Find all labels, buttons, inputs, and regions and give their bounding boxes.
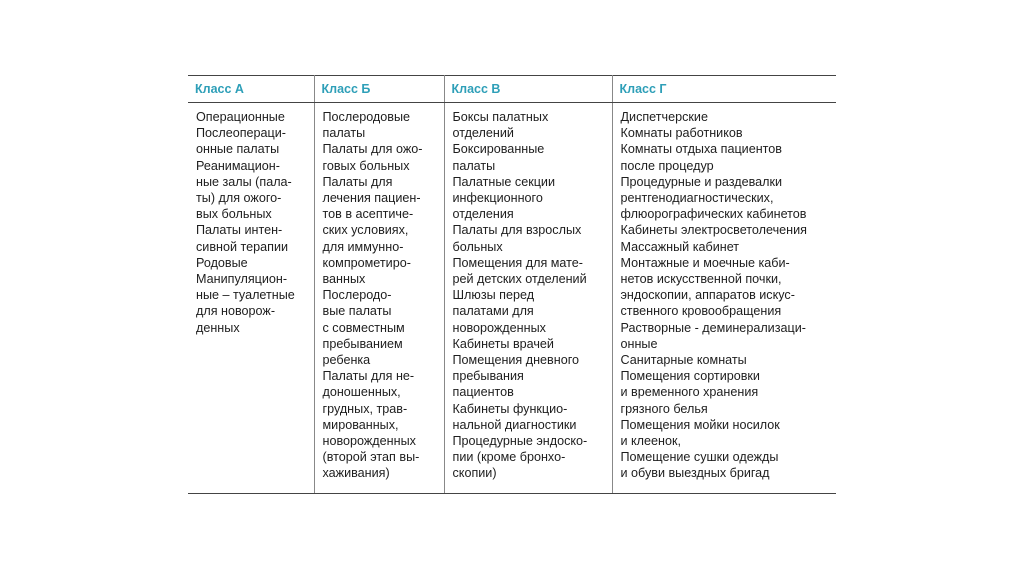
- cell-text-line: сивной терапии: [196, 239, 289, 254]
- cell-text-line: Процедурные эндоско-: [452, 434, 588, 449]
- cell-text-line: нетов искусственной почки,: [620, 272, 782, 287]
- cell-text-line: отделения: [452, 207, 514, 222]
- cell-text-line: инфекционного: [452, 191, 543, 206]
- cell-text-line: Помещение сушки одежды: [620, 450, 779, 465]
- cell-text-line: вых больных: [196, 207, 272, 222]
- header-row: [188, 76, 836, 103]
- cell-text-line: денных: [196, 320, 240, 335]
- cell-text-line: и временного хранения: [620, 385, 759, 400]
- cell-text-line: с совместным: [322, 320, 405, 335]
- cell-text-line: Палатные секции: [452, 174, 556, 189]
- cell-text-line: Боксы палатных: [452, 110, 549, 124]
- cell-text-line: пребыванием: [322, 336, 403, 351]
- cell-text-line: для новорож-: [196, 304, 276, 319]
- cell-text-line: после процедур: [620, 158, 714, 173]
- cell-text-line: лечения пациен-: [322, 191, 421, 206]
- cell-text-line: Манипуляцион-: [196, 272, 288, 287]
- cell-text-line: палаты: [322, 126, 366, 141]
- cell-text-line: Кабинеты функцио-: [452, 401, 568, 416]
- cell-text-line: эндоскопии, аппаратов искус-: [620, 288, 795, 303]
- cell-text-line: нальной диагностики: [452, 417, 577, 432]
- cell-text-line: Растворные - деминерализаци-: [620, 320, 806, 335]
- cell-text-line: Реанимацион-: [196, 158, 280, 173]
- class-b-cell: [314, 103, 444, 494]
- header-class-v: Класс В: [444, 76, 612, 103]
- cell-text-line: флюорографических кабинетов: [620, 207, 807, 222]
- cell-text-line: пии (кроме бронхо-: [452, 450, 566, 465]
- cell-text-line: ребенка: [322, 353, 371, 368]
- class-v-cell: [444, 103, 612, 494]
- class-g-cell: [612, 103, 836, 494]
- cell-text-line: Массажный кабинет: [620, 239, 740, 254]
- cell-text-line: Процедурные и раздевалки: [620, 174, 783, 189]
- cell-text-line: рентгенодиагностических,: [620, 191, 774, 206]
- cell-text-line: и обуви выездных бригад: [620, 466, 770, 481]
- cell-text-line: пребывания: [452, 369, 524, 384]
- cell-text-line: грудных, трав-: [322, 401, 408, 416]
- cell-text-line: скопии): [452, 466, 497, 481]
- cell-text-line: Помещения для мате-: [452, 255, 583, 270]
- cell-text-line: Палаты интен-: [196, 223, 283, 238]
- cell-text-line: палаты: [452, 158, 496, 173]
- header-class-a: Класс А: [188, 76, 314, 103]
- premises-class-table: [188, 75, 836, 494]
- cell-text-line: Палаты для не-: [322, 369, 415, 384]
- cell-text-line: онные палаты: [196, 142, 280, 157]
- header-class-g: Класс Г: [612, 76, 836, 103]
- header-class-b: Класс Б: [314, 76, 444, 103]
- cell-text-line: ные залы (пала-: [196, 174, 292, 189]
- cell-text-line: Санитарные комнаты: [620, 353, 747, 368]
- cell-text-line: для иммунно-: [322, 239, 404, 254]
- cell-text-line: Комнаты отдыха пациентов: [620, 142, 782, 157]
- cell-text-line: палатами для: [452, 304, 534, 319]
- cell-text-line: новорожденных: [322, 434, 416, 449]
- cell-text-line: Палаты для взрослых: [452, 223, 582, 238]
- cell-text-line: Монтажные и моечные каби-: [620, 255, 790, 270]
- cell-text-line: хаживания): [322, 466, 390, 481]
- cell-text-line: мированных,: [322, 417, 399, 432]
- cell-text-line: онные: [620, 336, 658, 351]
- cell-text-line: ты) для ожого-: [196, 191, 282, 206]
- cell-text-line: (второй этап вы-: [322, 450, 420, 465]
- cell-text-line: Палаты для: [322, 174, 393, 189]
- cell-text-line: Операционные: [196, 110, 285, 124]
- cell-text-line: доношенных,: [322, 385, 401, 400]
- cell-text-line: Кабинеты врачей: [452, 336, 554, 351]
- cell-text-line: ванных: [322, 272, 366, 287]
- cell-text-line: Помещения мойки носилок: [620, 417, 780, 432]
- cell-text-line: больных: [452, 239, 503, 254]
- cell-text-line: ные – туалетные: [196, 288, 295, 303]
- cell-text-line: ских условиях,: [322, 223, 409, 238]
- cell-text-line: пациентов: [452, 385, 514, 400]
- cell-text-line: Боксированные: [452, 142, 545, 157]
- cell-text-line: и клеенок,: [620, 434, 682, 449]
- cell-text-line: Комнаты работников: [620, 126, 743, 141]
- cell-text-line: новорожденных: [452, 320, 546, 335]
- cell-text-line: Родовые: [196, 255, 248, 270]
- cell-text-line: ственного кровообращения: [620, 304, 782, 319]
- cell-text-line: Помещения сортировки: [620, 369, 760, 384]
- cell-text-line: Кабинеты электросветолечения: [620, 223, 807, 238]
- cell-text-line: говых больных: [322, 158, 410, 173]
- cell-text-line: тов в асептиче-: [322, 207, 414, 222]
- cell-text-line: Послеродовые: [322, 110, 411, 124]
- cell-text-line: рей детских отделений: [452, 272, 587, 287]
- cell-text-line: Диспетчерские: [620, 110, 708, 124]
- cell-text-line: Послеродо-: [322, 288, 392, 303]
- cell-text-line: Послеопераци-: [196, 126, 286, 141]
- content-row: [188, 103, 836, 494]
- cell-text-line: компрометиро-: [322, 255, 411, 270]
- class-a-cell: [188, 103, 314, 494]
- cell-text-line: вые палаты: [322, 304, 392, 319]
- cell-text-line: Помещения дневного: [452, 353, 580, 368]
- cell-text-line: Палаты для ожо-: [322, 142, 423, 157]
- cell-text-line: Шлюзы перед: [452, 288, 535, 303]
- cell-text-line: отделений: [452, 126, 514, 141]
- cell-text-line: грязного белья: [620, 401, 708, 416]
